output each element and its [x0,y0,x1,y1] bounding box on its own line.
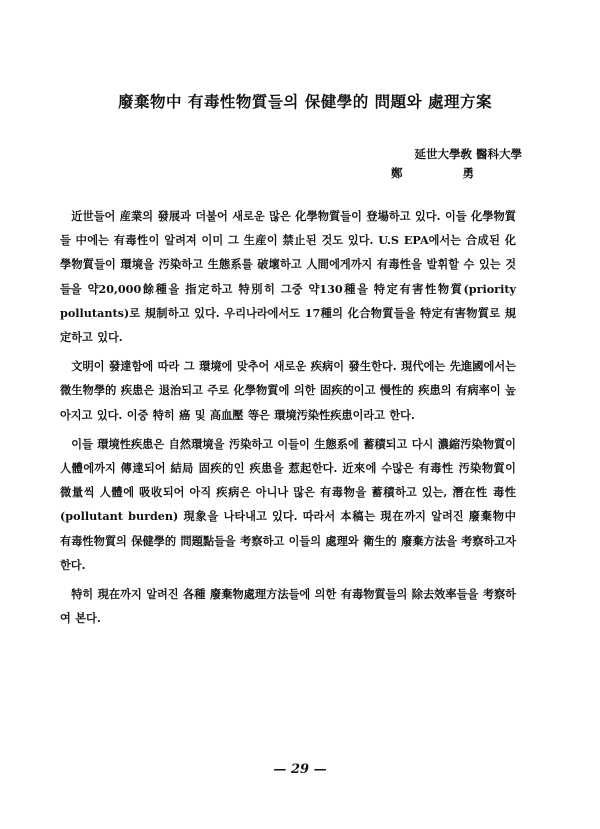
author-affiliation: 延世大學敎 醫科大學 [414,147,522,161]
author-name: 鄭 勇 [390,166,502,180]
page-number: — 29 — [273,762,327,777]
article-title: 廢棄物中 有毒性物質들의 保健學的 問題와 處理方案 [117,93,492,111]
paragraph-4: 特히 現在까지 알려진 各種 廢棄物處理方法들에 의한 有毒物質들의 除去效率들을 考察하여 본다. [60,587,516,626]
paragraph-1: 近世들어 産業의 發展과 더불어 새로운 많은 化學物質들이 登場하고 있다. 이들 化學物質들 中에는 有毒性이 알려져 이미 그 生産이 禁止된 것도 있다. U.S EPA에서는 合成된 化學物質들이 環境을 汚染하고 生態系를 破壞하고 人間에게까지 有毒性을 발휘할 수 있는 것들을 약20,000餘種을 指定하고 特別히 그중 약130種을 特定有害性物質(priority pollutants)로 規制하고 있다. 우리나라에서도 17種의 化合物質들을 特定有害物質로 規定하고 있다. [60,209,516,345]
body-text [60,204,516,635]
paragraph-3: 이들 環境性疾患은 自然環境을 汚染하고 이들이 生態系에 蓄積되고 다시 濃縮汚染物質이 人體에까지 傳達되어 結局 固疾的인 疾患을 惹起한다. 近來에 수많은 有毒性 汚染物質이 微量씩 人體에 吸收되어 아직 疾病은 아니나 많은 有毒物을 蓄積하고 있는, 潛在性 毒性(pollutant burden) 現象을 나타내고 있다. 따라서 本稿는 現在까지 알려진 廢棄物中 有毒性物質의 保健學的 問題點들을 考察하고 이들의 處理와 衛生的 廢棄方法을 考察하고자 한다. [60,436,516,572]
paragraph-2: 文明이 發達함에 따라 그 環境에 맞추어 새로운 疾病이 發生한다. 現代에는 先進國에서는 微生物學的 疾患은 退治되고 주로 化學物質에 의한 固疾的이고 慢性的 疾患의 有病率이 높아지고 있다. 이중 特히 癌 및 高血壓 等은 環境汚染性疾患이라고 한다. [60,359,516,422]
